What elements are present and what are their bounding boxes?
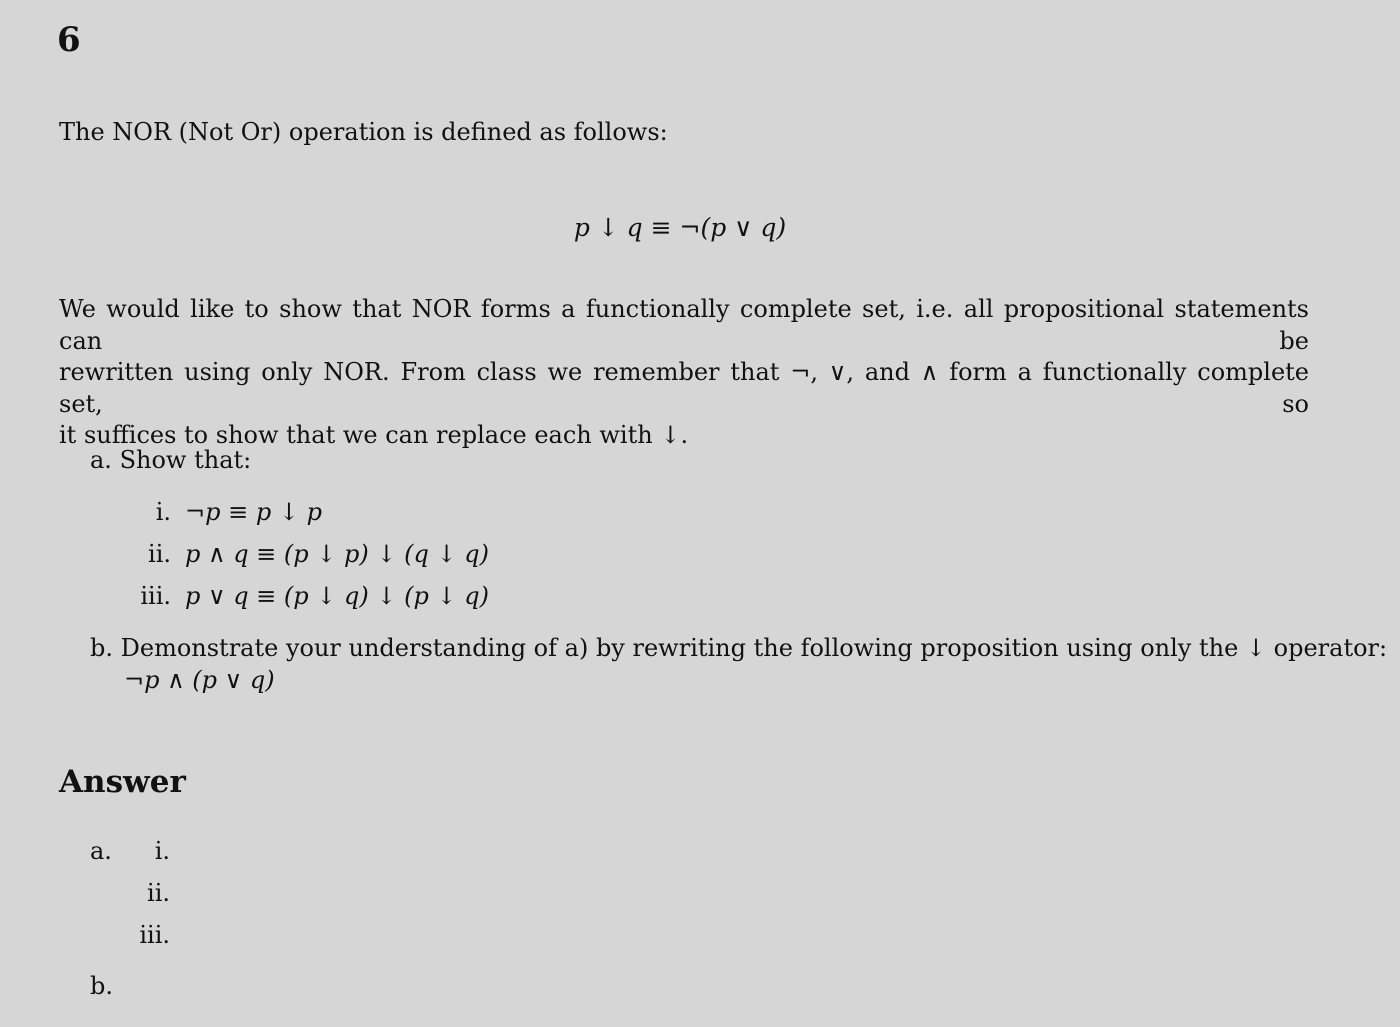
answer-a-item-i[interactable] bbox=[110, 837, 184, 865]
intro-text: The NOR (Not Or) operation is defined as follows: bbox=[59, 118, 668, 146]
answer-a-label: a. bbox=[90, 837, 112, 865]
part-b-text: b. Demonstrate your understanding of a) by rewriting the following proposition using only the ↓ operator: bbox=[90, 634, 1388, 662]
item-numeral: iii. bbox=[140, 582, 171, 610]
item-expression: ¬p ≡ p ↓ p bbox=[185, 498, 322, 526]
item-numeral: i. bbox=[155, 498, 171, 526]
item-numeral: ii. bbox=[148, 540, 171, 568]
paragraph-line: it suffices to show that we can replace each with ↓. bbox=[59, 421, 689, 449]
answer-a-item-ii[interactable] bbox=[110, 879, 184, 907]
question-number: 6 bbox=[57, 20, 81, 60]
explanation-paragraph bbox=[59, 294, 1309, 452]
part-a-item-iii bbox=[115, 582, 489, 610]
item-expression: p ∧ q ≡ (p ↓ p) ↓ (q ↓ q) bbox=[185, 540, 489, 568]
part-b-expression: ¬p ∧ (p ∨ q) bbox=[124, 666, 275, 694]
answer-heading: Answer bbox=[59, 764, 186, 800]
answer-numeral: ii. bbox=[147, 879, 170, 907]
part-a-item-ii bbox=[115, 540, 489, 568]
paragraph-line: rewritten using only NOR. From class we remember that ¬, ∨, and ∧ form a functionally complete set, so bbox=[59, 358, 1309, 418]
nor-definition-equation: p ↓ q ≡ ¬(p ∨ q) bbox=[573, 213, 787, 242]
answer-numeral: i. bbox=[154, 837, 170, 865]
item-expression: p ∨ q ≡ (p ↓ q) ↓ (p ↓ q) bbox=[185, 582, 489, 610]
part-a-item-i bbox=[115, 498, 322, 526]
answer-b-label[interactable]: b. bbox=[90, 972, 113, 1000]
answer-numeral: iii. bbox=[139, 921, 170, 949]
part-a-label: a. Show that: bbox=[90, 446, 252, 474]
answer-a-item-iii[interactable] bbox=[110, 921, 184, 949]
paragraph-line: We would like to show that NOR forms a functionally complete set, i.e. all propositional statements can be bbox=[59, 295, 1309, 355]
